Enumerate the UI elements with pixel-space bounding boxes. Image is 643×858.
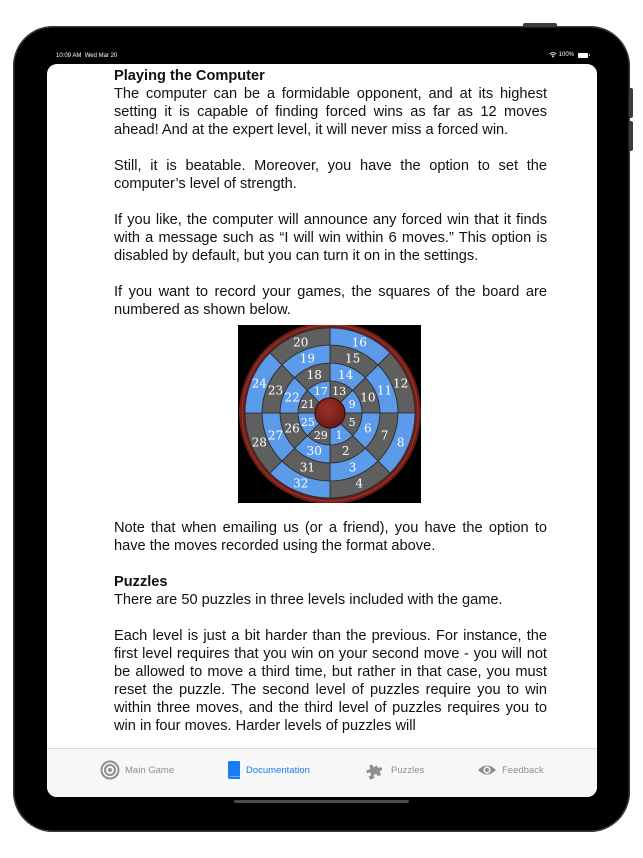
paragraph: If you want to record your games, the squares of the board are numbered as shown below.: [114, 284, 547, 318]
square-number: 9: [348, 397, 356, 411]
battery-icon: [578, 53, 588, 58]
tab-label: Feedback: [502, 764, 544, 776]
square-number: 24: [251, 376, 267, 391]
paragraph: Note that when emailing us (or a friend), you have the option to have the moves recorded using the format above.: [114, 520, 547, 554]
book-icon: [227, 760, 241, 780]
square-number: 15: [344, 351, 361, 366]
board-hub: [315, 398, 345, 428]
paragraph: The computer can be a formidable opponent, and at its highest setting it is capable of finding forced wins as far as 12 moves ahead! And at the expert level, it will never miss a forced win.: [114, 86, 547, 138]
app-screen: [47, 64, 597, 797]
puzzle-icon: [364, 760, 386, 780]
square-number: 10: [360, 390, 376, 405]
board-diagram: [238, 325, 421, 503]
square-number: 13: [332, 384, 347, 398]
square-number: 27: [267, 428, 284, 443]
square-number: 31: [299, 460, 316, 475]
square-number: 6: [364, 421, 372, 436]
status-right: [549, 52, 588, 58]
square-number: 11: [376, 383, 393, 398]
tab-label: Documentation: [246, 764, 310, 776]
tab-puzzles[interactable]: [364, 759, 424, 781]
square-number: 5: [348, 416, 356, 430]
tab-label: Puzzles: [391, 764, 425, 776]
tab-documentation[interactable]: [227, 759, 310, 781]
square-number: 25: [300, 416, 315, 430]
tab-main-game[interactable]: [100, 759, 174, 781]
target-icon: [100, 760, 120, 780]
section-title-playing-computer: Playing the Computer: [114, 68, 265, 84]
paragraph: If you like, the computer will announce any forced win that it finds with a message such as “I will win within 6 moves.” This option is disabled by default, but you can turn it on in the settings.: [114, 212, 547, 264]
square-number: 1: [335, 429, 343, 443]
square-number: 20: [293, 335, 309, 350]
status-bar: [56, 51, 588, 63]
status-time: [56, 53, 117, 59]
square-number: 21: [300, 397, 315, 411]
square-number: 26: [284, 421, 300, 436]
board-svg: [238, 325, 421, 503]
square-number: 8: [396, 435, 405, 450]
square-number: 2: [341, 443, 350, 458]
square-number: 30: [306, 443, 322, 458]
home-indicator: [234, 800, 409, 803]
eye-icon: [477, 760, 497, 780]
paragraph: There are 50 puzzles in three levels included with the game.: [114, 592, 503, 608]
square-number: 3: [348, 460, 357, 475]
tab-label: Main Game: [125, 764, 175, 776]
documentation-content[interactable]: [114, 67, 547, 753]
square-number: 18: [306, 368, 322, 383]
square-number: 17: [313, 384, 328, 398]
tab-bar: [47, 748, 597, 797]
square-number: 22: [284, 390, 300, 405]
square-number: 12: [393, 376, 409, 391]
square-number: 28: [251, 435, 267, 450]
square-number: 14: [338, 368, 354, 383]
tab-feedback[interactable]: [477, 759, 544, 781]
section-title-puzzles: Puzzles: [114, 574, 168, 590]
square-number: 29: [313, 429, 328, 443]
status-time-text: 10:09 AM: [56, 53, 82, 59]
paragraph: Each level is just a bit harder than the previous. For instance, the first level requires that you win on your second move - you will not be allowed to move a third time, but rather in that case, you must reset the puzzle. The second level of puzzles require you to win within three moves, and the third level of puzzles requires you to win in four moves. Harder levels of puzzles will: [114, 628, 547, 734]
square-number: 32: [293, 476, 309, 491]
square-number: 19: [299, 351, 316, 366]
square-number: 7: [380, 428, 389, 443]
battery-percent: 100%: [558, 52, 574, 58]
paragraph: Still, it is beatable. Moreover, you have the option to set the computer’s level of strength.: [114, 158, 547, 192]
square-number: 4: [355, 476, 364, 491]
status-date-text: Wed Mar 20: [84, 53, 118, 59]
square-number: 23: [267, 383, 284, 398]
wifi-icon: [549, 52, 557, 58]
square-number: 16: [351, 335, 367, 350]
